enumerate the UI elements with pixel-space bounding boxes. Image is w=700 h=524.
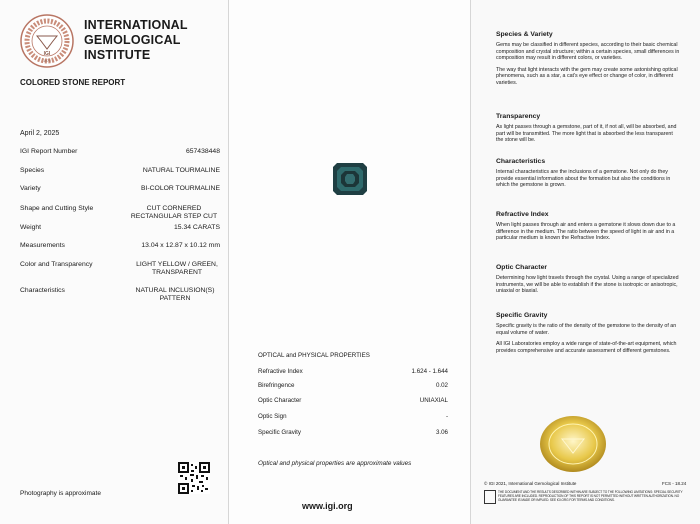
brand-line-2: GEMOLOGICAL: [84, 33, 181, 47]
report-title: COLORED STONE REPORT: [20, 78, 126, 87]
form-code: FCS - 18.24: [662, 481, 687, 486]
field-label: Weight: [20, 224, 42, 231]
section-characteristics: [496, 158, 681, 194]
section-text: The way that light interacts with the gem may create some astonishing optical phenomena, such as a star, a cat's eye effect or change of color, in different varieties.: [496, 66, 678, 86]
logo-text: IGI: [43, 51, 51, 57]
logo-year: 1975: [43, 59, 51, 63]
section-transparency: [496, 113, 681, 149]
optical-value: 3.06: [435, 429, 448, 436]
optical-label: Optic Sign: [258, 413, 287, 420]
field-value: NATURAL INCLUSION(S) PATTERN: [135, 287, 215, 302]
field-label: Shape and Cutting Style: [20, 205, 94, 212]
section-refractive-index: [496, 211, 681, 247]
field-value: BI-COLOR TOURMALINE: [140, 185, 220, 192]
brand-line-1: INTERNATIONAL: [84, 18, 188, 32]
field-value: 15.34 CARATS: [174, 224, 220, 231]
field-label: Variety: [20, 185, 41, 192]
section-text: Internal characteristics are the inclusions of a gemstone. Not only do they provide essential information about the formation but also the conditions in which the gemstone is grown.: [496, 169, 671, 189]
optical-label: Specific Gravity: [258, 429, 301, 436]
disclaimer: THE DOCUMENT AND THE RESULTS DESCRIBED WITHIN ARE SUBJECT TO THE FOLLOWING LIMITATIONS: SPECIAL SECURITY FEATURES ARE INCLUDED. REPRODUCTION OF THIS REPORT IS NOT PERMITTED WITHOUT WRITTEN AUTHORIZATION. NO GUARANTEE IS MADE OR IMPLIED. SEE IGI.ORG FOR TERMS AND CONDITIONS.: [498, 490, 683, 502]
gemstone-photo: [333, 163, 367, 195]
website-link[interactable]: www.igi.org: [302, 501, 353, 511]
optical-value: 0.02: [435, 382, 448, 389]
igi-logo-icon: [20, 14, 74, 68]
section-text: Gems may be classified in different species, according to their basic chemical composition and crystal structure; within a certain species, small differences in composition may result in different colors, or varieties.: [496, 42, 680, 62]
section-species-variety: [496, 31, 681, 92]
field-value: LIGHT YELLOW / GREEN, TRANSPARENT: [136, 261, 218, 276]
section-text: When light passes through air and enters a gemstone it slows down due to a difference in the medium. The ratio between the speed of light in air and in a particular medium is known the Refractive Index.: [496, 222, 676, 242]
field-label: Color and Transparency: [20, 261, 93, 268]
center-panel: [229, 0, 471, 524]
field-label: Species: [20, 167, 45, 174]
optical-label: Optic Character: [258, 397, 302, 404]
field-value: 657438448: [185, 148, 220, 155]
field-label: Characteristics: [20, 287, 65, 294]
photo-note: Photography is approximate: [20, 490, 101, 497]
hologram-seal-icon: [538, 414, 608, 474]
field-label: Measurements: [20, 242, 65, 249]
document-icon: [484, 490, 496, 504]
optical-label: Birefringence: [258, 382, 295, 389]
field-label: IGI Report Number: [20, 148, 78, 155]
brand-line-3: INSTITUTE: [84, 48, 151, 62]
section-text: Specific gravity is the ratio of the density of the gemstone to the density of an equal volume of water.: [496, 323, 677, 336]
optical-note: Optical and physical properties are approximate values: [258, 460, 412, 467]
section-text: Determining how light travels through the crystal. Using a range of specialized instruments, we will be able to establish if the stone is isotropic or anisotropic, uniaxial or biaxial.: [496, 275, 679, 295]
section-title: Optic Character: [496, 264, 547, 271]
field-value: NATURAL TOURMALINE: [142, 167, 220, 174]
optical-value: UNIAXIAL: [419, 397, 448, 404]
left-panel: [0, 0, 229, 524]
section-title: Specific Gravity: [496, 312, 548, 319]
section-text: As light passes through a gemstone, part of it, if not all, will be absorbed, and part will be transmitted. The more light that is absorbed the less transparent the stone will be.: [496, 124, 677, 144]
field-value: CUT CORNERED RECTANGULAR STEP CUT: [130, 205, 218, 220]
optical-properties-title: OPTICAL and PHYSICAL PROPERTIES: [258, 352, 370, 359]
report-date: April 2, 2025: [20, 130, 60, 137]
optical-value: -: [445, 413, 448, 420]
section-specific-gravity: [496, 312, 681, 359]
field-value: 13.04 x 12.87 x 10.12 mm: [141, 242, 220, 249]
optical-label: Refractive Index: [258, 368, 303, 375]
section-text: All IGI Laboratories employ a wide range of state-of-the-art equipment, which provides comprehensive and accurate assessment of different gemstones.: [496, 341, 677, 354]
section-title: Species & Variety: [496, 31, 553, 38]
brand-name: [84, 18, 188, 63]
section-title: Characteristics: [496, 158, 546, 165]
optical-value: 1.624 - 1.644: [411, 368, 448, 375]
section-title: Refractive Index: [496, 211, 549, 218]
copyright: © IGI 2021, International Gemological Institute: [484, 481, 577, 486]
section-optic-character: [496, 264, 681, 300]
qr-code-icon[interactable]: [178, 462, 210, 494]
section-title: Transparency: [496, 113, 541, 120]
